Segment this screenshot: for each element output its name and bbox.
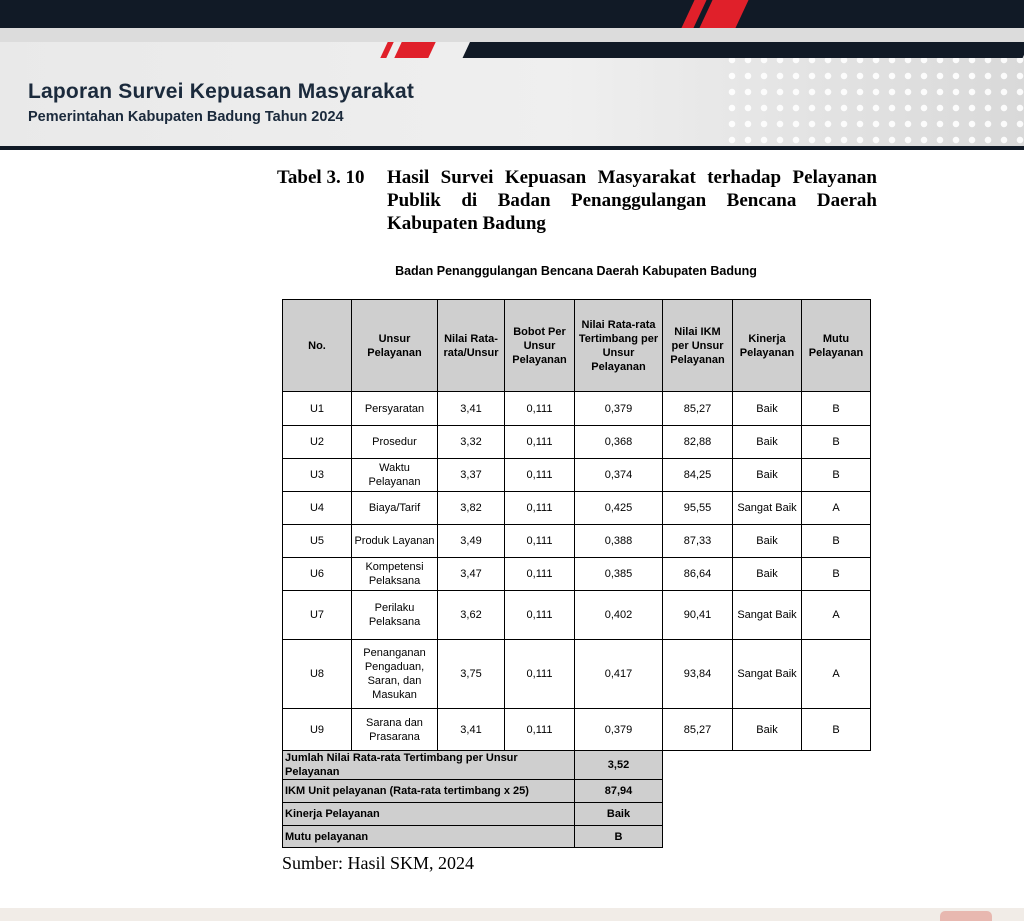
table-row bbox=[283, 492, 871, 525]
table-cell: 0,111 bbox=[505, 459, 575, 492]
table-cell: 3,32 bbox=[438, 426, 505, 459]
table-cell: Baik bbox=[733, 525, 802, 558]
table-cell: Persyaratan bbox=[352, 392, 438, 426]
table-cell: Baik bbox=[733, 709, 802, 751]
table-cell: 87,33 bbox=[663, 525, 733, 558]
table-cell: 0,111 bbox=[505, 591, 575, 640]
survey-table bbox=[282, 299, 871, 848]
table-cell: B bbox=[802, 426, 871, 459]
table-cell: 3,62 bbox=[438, 591, 505, 640]
table-cell: 3,82 bbox=[438, 492, 505, 525]
table-cell: 3,49 bbox=[438, 525, 505, 558]
header-red-stripe bbox=[394, 42, 435, 58]
header-gap bbox=[0, 28, 1024, 42]
table-cell: Prosedur bbox=[352, 426, 438, 459]
table-row bbox=[283, 591, 871, 640]
table-cell: 3,41 bbox=[438, 709, 505, 751]
caption-label: Tabel 3. 10 bbox=[277, 167, 365, 188]
table-cell: 0,111 bbox=[505, 525, 575, 558]
table-row bbox=[283, 640, 871, 709]
table-cell: 0,417 bbox=[575, 640, 663, 709]
table-cell: U1 bbox=[283, 392, 352, 426]
table-cell: Penanganan Pengaduan, Saran, dan Masukan bbox=[352, 640, 438, 709]
table-cell: B bbox=[802, 558, 871, 591]
table-row bbox=[283, 709, 871, 751]
table-cell: B bbox=[802, 709, 871, 751]
table-cell: Baik bbox=[733, 426, 802, 459]
table-cell: 0,111 bbox=[505, 392, 575, 426]
table-cell: A bbox=[802, 591, 871, 640]
summary-label: Mutu pelayanan bbox=[283, 826, 575, 848]
table-cell: Biaya/Tarif bbox=[352, 492, 438, 525]
bottom-tab bbox=[940, 911, 992, 921]
column-header: Kinerja Pelayanan bbox=[733, 300, 802, 392]
table-cell: Sangat Baik bbox=[733, 591, 802, 640]
table-row bbox=[283, 525, 871, 558]
table-cell: Sangat Baik bbox=[733, 492, 802, 525]
table-cell: Kompetensi Pelaksana bbox=[352, 558, 438, 591]
table-row bbox=[283, 392, 871, 426]
table-cell: A bbox=[802, 492, 871, 525]
caption-text: Hasil Survei Kepuasan Masyarakat terhadap Pelayanan Publik di Badan Penanggulangan Bencana Daerah Kabupaten Badung bbox=[387, 167, 877, 234]
table-cell: 3,47 bbox=[438, 558, 505, 591]
table-cell: Sangat Baik bbox=[733, 640, 802, 709]
table-cell: 0,111 bbox=[505, 640, 575, 709]
table-cell: U6 bbox=[283, 558, 352, 591]
column-header: Nilai Rata-rata Tertimbang per Unsur Pelayanan bbox=[575, 300, 663, 392]
table-cell: U2 bbox=[283, 426, 352, 459]
table-cell: A bbox=[802, 640, 871, 709]
summary-blank bbox=[663, 751, 871, 848]
table-cell: 0,374 bbox=[575, 459, 663, 492]
header-bottom-line bbox=[0, 146, 1024, 150]
source-note: Sumber: Hasil SKM, 2024 bbox=[282, 853, 475, 873]
table-row bbox=[283, 558, 871, 591]
table-cell: 90,41 bbox=[663, 591, 733, 640]
table-cell: 3,37 bbox=[438, 459, 505, 492]
table-cell: 0,379 bbox=[575, 709, 663, 751]
table-cell: 3,41 bbox=[438, 392, 505, 426]
column-header: Mutu Pelayanan bbox=[802, 300, 871, 392]
summary-value: B bbox=[575, 826, 663, 848]
header-dark-band bbox=[463, 42, 1024, 58]
column-header: Unsur Pelayanan bbox=[352, 300, 438, 392]
table-cell: 0,385 bbox=[575, 558, 663, 591]
summary-row bbox=[283, 751, 871, 780]
report-subtitle: Pemerintahan Kabupaten Badung Tahun 2024 bbox=[28, 109, 344, 125]
table-cell: 0,425 bbox=[575, 492, 663, 525]
summary-value: 87,94 bbox=[575, 780, 663, 803]
summary-label: Kinerja Pelayanan bbox=[283, 803, 575, 826]
column-header: Nilai Rata-rata/Unsur bbox=[438, 300, 505, 392]
table-cell: 86,64 bbox=[663, 558, 733, 591]
table-row bbox=[283, 426, 871, 459]
table-cell: Perilaku Pelaksana bbox=[352, 591, 438, 640]
table-cell: Waktu Pelayanan bbox=[352, 459, 438, 492]
table-cell: 95,55 bbox=[663, 492, 733, 525]
table-cell: 0,379 bbox=[575, 392, 663, 426]
table-title: Badan Penanggulangan Bencana Daerah Kabupaten Badung bbox=[395, 264, 757, 278]
table-cell: Baik bbox=[733, 459, 802, 492]
table-cell: 0,402 bbox=[575, 591, 663, 640]
table-cell: 84,25 bbox=[663, 459, 733, 492]
table-cell: U9 bbox=[283, 709, 352, 751]
table-cell: Baik bbox=[733, 558, 802, 591]
column-header: Nilai IKM per Unsur Pelayanan bbox=[663, 300, 733, 392]
table-cell: 0,111 bbox=[505, 492, 575, 525]
summary-label: Jumlah Nilai Rata-rata Tertimbang per Unsur Pelayanan bbox=[283, 751, 575, 780]
bottom-strip bbox=[0, 908, 1024, 921]
summary-value: Baik bbox=[575, 803, 663, 826]
table-cell: 0,111 bbox=[505, 558, 575, 591]
table-cell: 85,27 bbox=[663, 709, 733, 751]
table-cell: 82,88 bbox=[663, 426, 733, 459]
header-red-stripe bbox=[380, 42, 393, 58]
summary-label: IKM Unit pelayanan (Rata-rata tertimbang x 25) bbox=[283, 780, 575, 803]
table-cell: Produk Layanan bbox=[352, 525, 438, 558]
table-cell: 0,111 bbox=[505, 709, 575, 751]
dot-pattern bbox=[724, 52, 1024, 146]
table-cell: 85,27 bbox=[663, 392, 733, 426]
table-cell: 3,75 bbox=[438, 640, 505, 709]
table-cell: U3 bbox=[283, 459, 352, 492]
table-cell: 93,84 bbox=[663, 640, 733, 709]
table-cell: B bbox=[802, 392, 871, 426]
column-header: Bobot Per Unsur Pelayanan bbox=[505, 300, 575, 392]
report-title: Laporan Survei Kepuasan Masyarakat bbox=[28, 80, 415, 103]
table-cell: 0,368 bbox=[575, 426, 663, 459]
header-top-bar bbox=[0, 0, 1024, 28]
table-cell: 0,111 bbox=[505, 426, 575, 459]
column-header: No. bbox=[283, 300, 352, 392]
table-cell: Sarana dan Prasarana bbox=[352, 709, 438, 751]
table-cell: U8 bbox=[283, 640, 352, 709]
table-header-row bbox=[283, 300, 871, 392]
table-cell: U7 bbox=[283, 591, 352, 640]
table-cell: U5 bbox=[283, 525, 352, 558]
table-cell: B bbox=[802, 525, 871, 558]
summary-value: 3,52 bbox=[575, 751, 663, 780]
table-cell: 0,388 bbox=[575, 525, 663, 558]
table-row bbox=[283, 459, 871, 492]
table-cell: B bbox=[802, 459, 871, 492]
table-cell: Baik bbox=[733, 392, 802, 426]
table-cell: U4 bbox=[283, 492, 352, 525]
